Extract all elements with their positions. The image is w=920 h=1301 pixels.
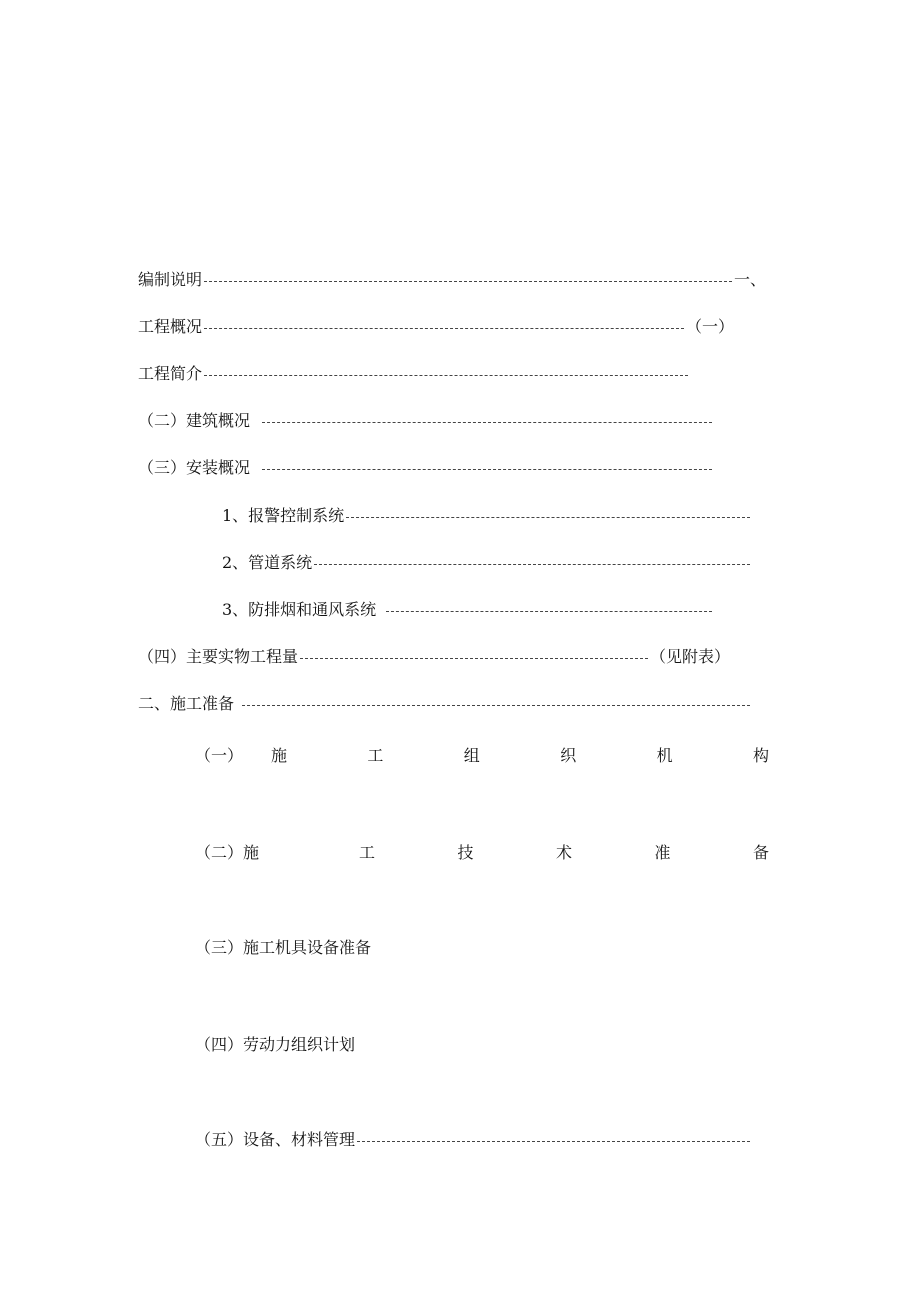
toc-prefix: （一） — [195, 746, 244, 765]
toc-entry-equipment-prep[interactable] — [195, 938, 371, 958]
toc-label: （三）施工机具设备准备 — [195, 938, 372, 957]
toc-label: （三）安装概况 — [138, 458, 251, 477]
dot-leader — [346, 517, 750, 518]
toc-entry-material-management[interactable] — [195, 1130, 752, 1150]
toc-suffix: （一） — [685, 317, 734, 336]
toc-char: 准 — [654, 843, 671, 862]
toc-entry-alarm-control[interactable] — [222, 506, 752, 526]
toc-char: 施 — [271, 746, 288, 765]
toc-label: 1、报警控制系统 — [222, 506, 345, 525]
dot-leader — [300, 658, 648, 659]
dot-leader — [386, 611, 712, 612]
toc-label: 2、管道系统 — [222, 553, 313, 572]
toc-char: 织 — [560, 746, 577, 765]
toc-label: 3、防排烟和通风系统 — [222, 600, 377, 619]
dot-leader — [262, 422, 712, 423]
toc-entry-quantities[interactable] — [138, 647, 730, 667]
toc-label: 二、施工准备 — [138, 694, 235, 713]
dot-leader — [262, 469, 712, 470]
toc-char: 构 — [752, 746, 769, 765]
toc-label: （二）建筑概况 — [138, 411, 251, 430]
dot-leader — [242, 705, 750, 706]
toc-entry-smoke-ventilation[interactable] — [222, 600, 714, 620]
toc-entry-architecture[interactable] — [138, 411, 714, 431]
dot-leader — [357, 1141, 750, 1142]
toc-char: 工 — [359, 843, 376, 862]
toc-label: （四）劳动力组织计划 — [195, 1035, 356, 1054]
toc-char: 备 — [752, 843, 769, 862]
toc-char: 术 — [555, 843, 572, 862]
toc-label: 工程简介 — [138, 364, 203, 383]
toc-entry-project-overview[interactable] — [138, 317, 734, 337]
toc-label: （四）主要实物工程量 — [138, 647, 299, 666]
dot-leader — [314, 564, 750, 565]
toc-entry-installation[interactable] — [138, 458, 714, 478]
toc-label: 编制说明 — [138, 270, 203, 289]
toc-entry-organization[interactable] — [195, 746, 769, 766]
toc-suffix: （见附表） — [649, 647, 730, 666]
toc-entry-construction-prep[interactable] — [138, 694, 752, 714]
toc-entry-technical-prep[interactable] — [195, 843, 769, 863]
toc-char: 组 — [463, 746, 480, 765]
toc-entry-project-intro[interactable] — [138, 364, 690, 384]
toc-label: （五）设备、材料管理 — [195, 1130, 356, 1149]
toc-label: 工程概况 — [138, 317, 203, 336]
toc-entry-pipeline[interactable] — [222, 553, 752, 573]
dot-leader — [204, 375, 688, 376]
toc-char: 机 — [656, 746, 673, 765]
toc-char: 工 — [367, 746, 384, 765]
dot-leader — [204, 281, 732, 282]
toc-entry-labor-plan[interactable] — [195, 1035, 355, 1055]
toc-entry-preparation-notes[interactable] — [138, 270, 766, 290]
dot-leader — [204, 328, 684, 329]
toc-suffix: 一、 — [733, 270, 766, 289]
toc-prefix: （二）施 — [195, 843, 260, 862]
toc-char: 技 — [457, 843, 474, 862]
